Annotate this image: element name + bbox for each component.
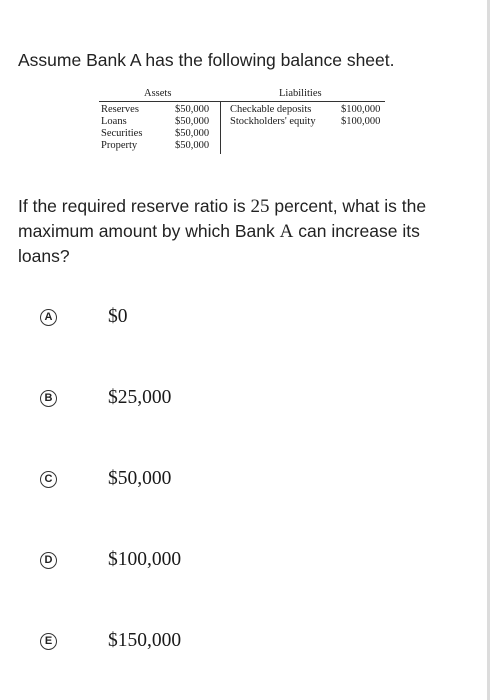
reserve-ratio-value: 25 <box>250 196 270 217</box>
option-letter-badge: A <box>40 309 57 326</box>
prompt-text: can increase its loans? <box>18 221 420 266</box>
balance-sheet <box>0 0 490 170</box>
bank-letter: A <box>279 221 294 242</box>
liabilities-header: Liabilities <box>279 88 322 99</box>
question-prompt <box>18 194 458 268</box>
question-intro: Assume Bank A has the following balance sheet. <box>18 50 395 70</box>
asset-label: Securities <box>101 128 143 139</box>
liability-label: Checkable deposits <box>230 104 312 115</box>
assets-header: Assets <box>144 88 172 99</box>
balance-sheet-rule <box>99 101 385 102</box>
option-letter-badge: B <box>40 390 57 407</box>
asset-value: $50,000 <box>175 128 210 139</box>
option-c[interactable] <box>40 464 440 494</box>
asset-label: Reserves <box>101 104 139 115</box>
asset-label: Loans <box>101 116 127 127</box>
option-text: $50,000 <box>108 468 172 489</box>
asset-value: $50,000 <box>175 116 210 127</box>
option-text: $0 <box>108 306 128 327</box>
prompt-text: If the required reserve ratio is <box>18 196 251 216</box>
asset-value: $50,000 <box>175 104 210 115</box>
option-letter-badge: D <box>40 552 57 569</box>
option-d[interactable] <box>40 545 440 575</box>
asset-value: $50,000 <box>175 140 210 151</box>
asset-label: Property <box>101 140 138 151</box>
liability-value: $100,000 <box>341 104 381 115</box>
liability-value: $100,000 <box>341 116 381 127</box>
balance-sheet-divider <box>220 101 221 154</box>
option-b[interactable] <box>40 383 440 413</box>
option-a[interactable] <box>40 302 440 332</box>
option-letter-badge: E <box>40 633 57 650</box>
liability-label: Stockholders' equity <box>230 116 316 127</box>
option-text: $100,000 <box>108 549 182 570</box>
option-letter-badge: C <box>40 471 57 488</box>
option-text: $25,000 <box>108 387 172 408</box>
option-e[interactable] <box>40 626 440 656</box>
option-text: $150,000 <box>108 630 182 651</box>
prompt-text: percent, what is the maximum amount by which Bank <box>18 196 427 241</box>
